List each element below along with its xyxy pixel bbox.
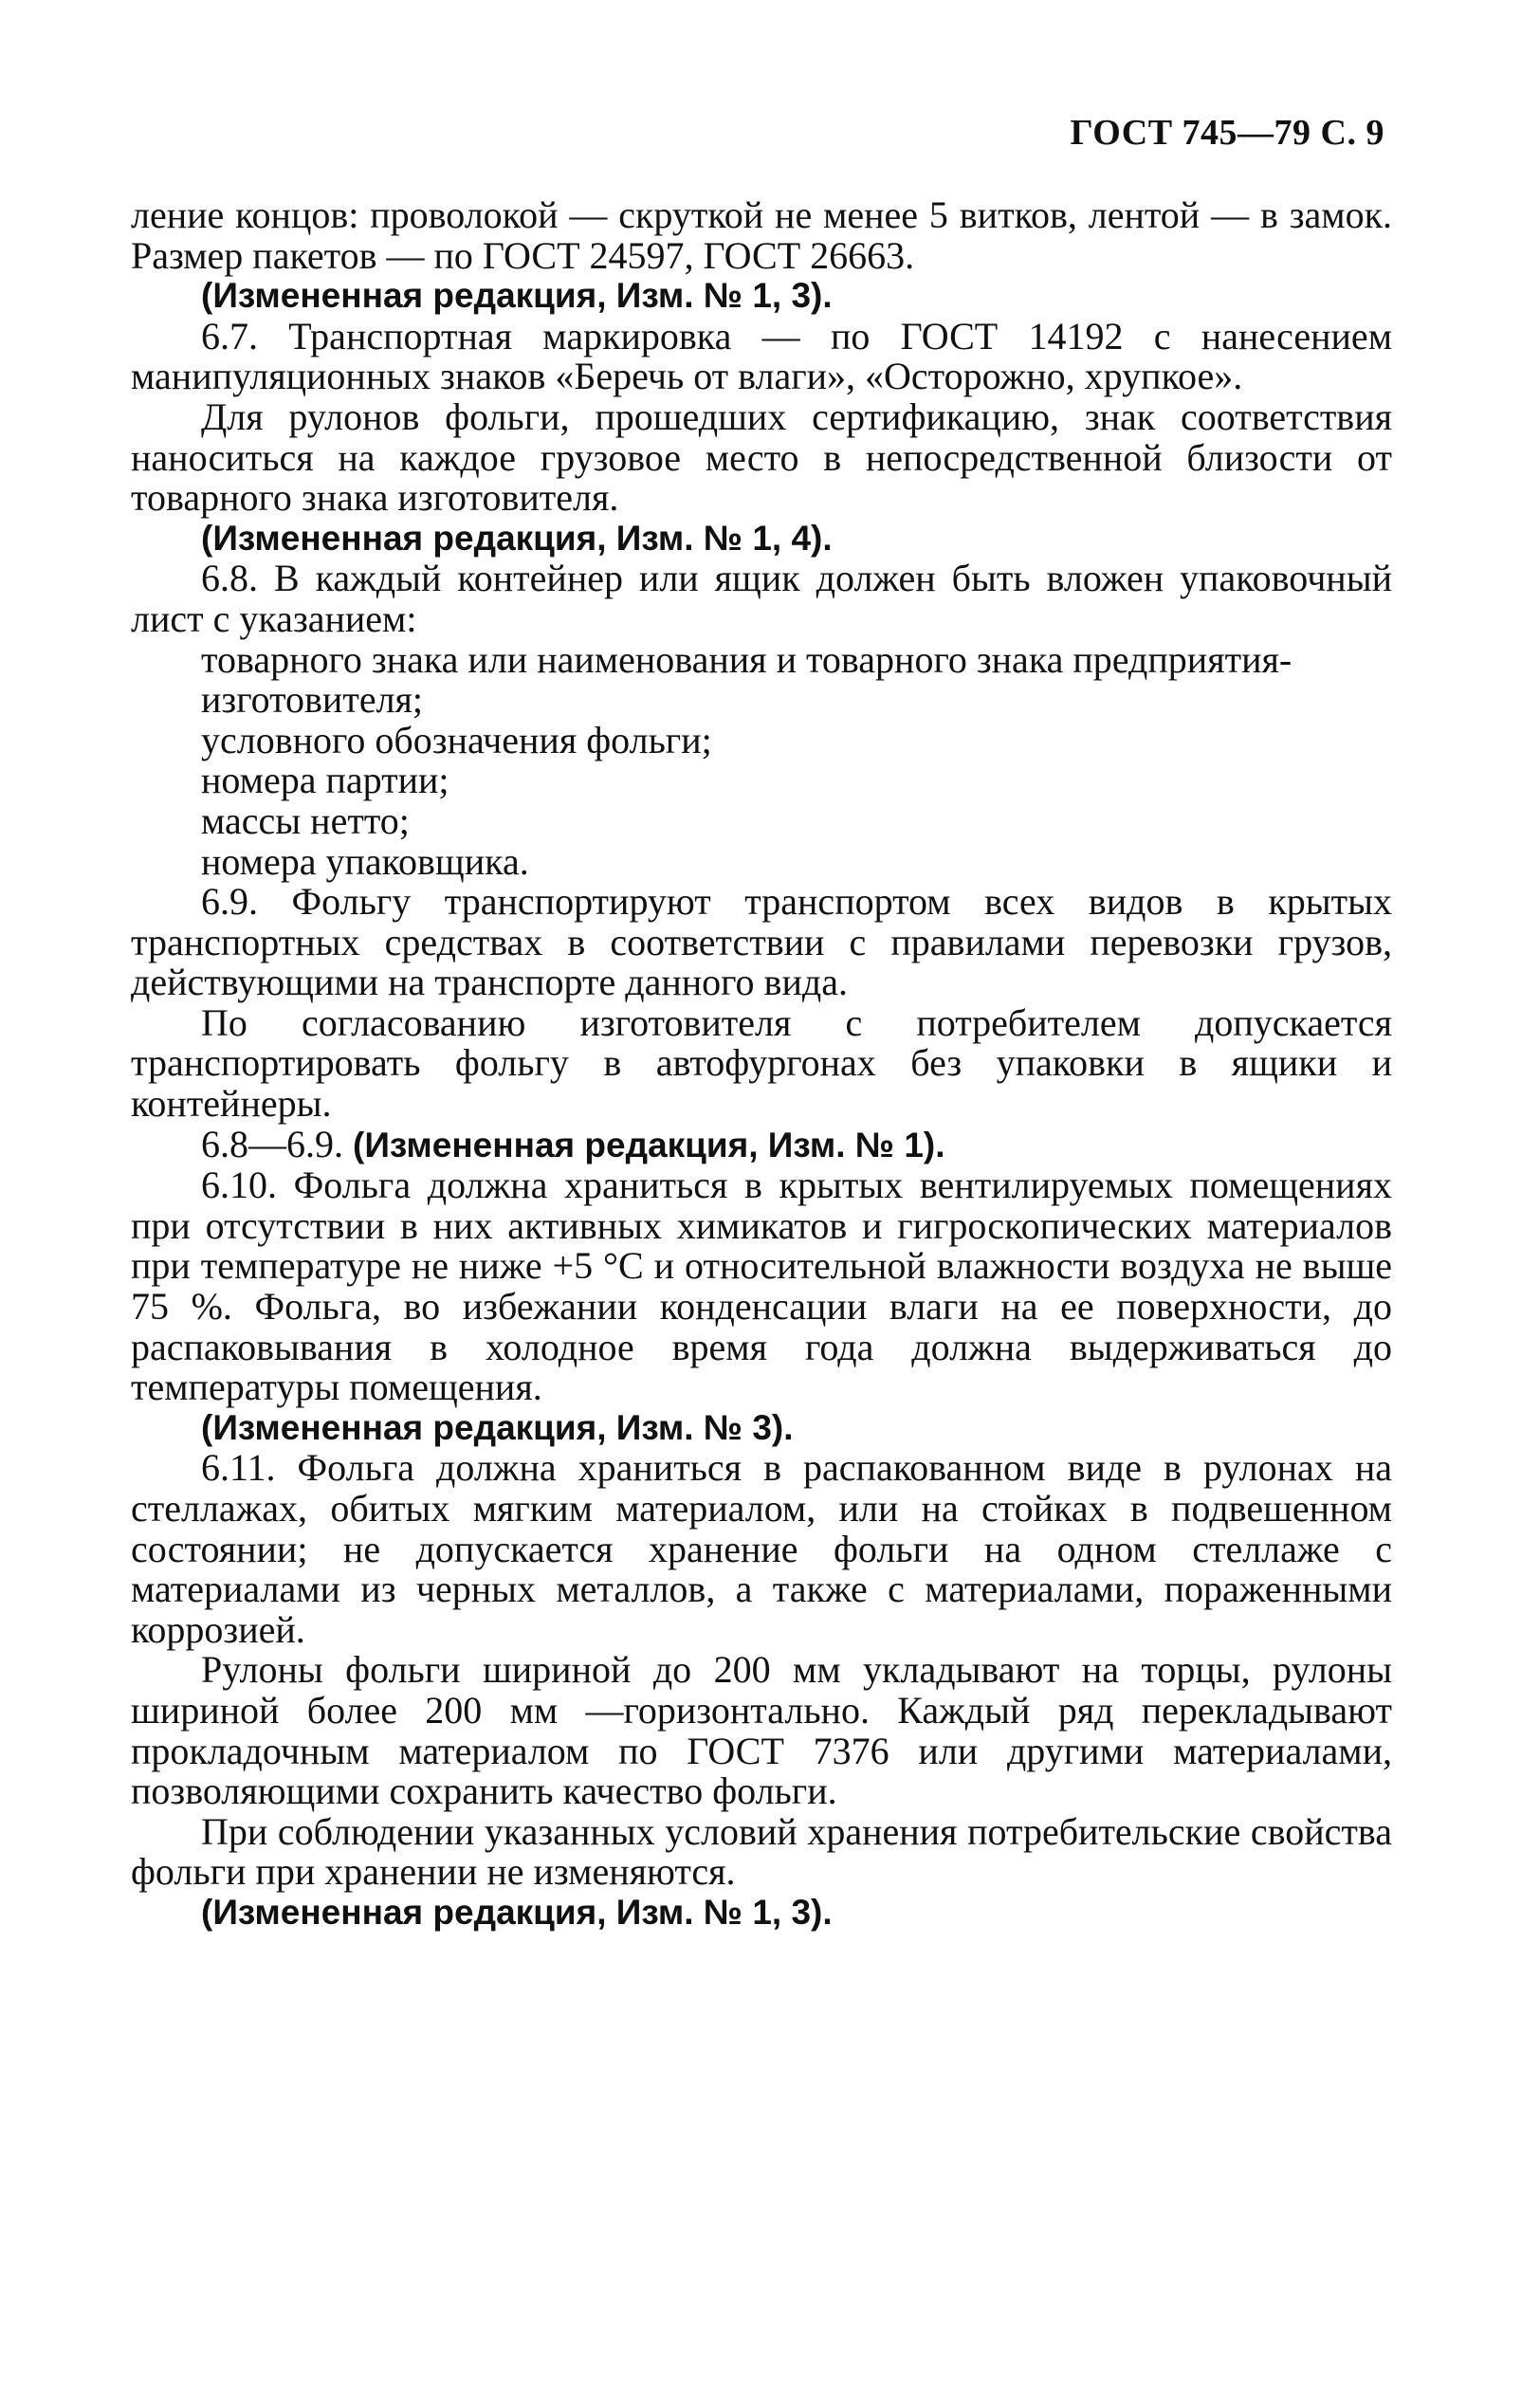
list-item: номера упаковщика. [201,839,529,883]
paragraph-certification: Для рулонов фольги, прошедших сертификацию, знак соответствия наноситься на каждое грузовое место в непосредственной близости от товарного знака изготовителя. [131,394,1392,520]
paragraph-6-10: 6.10. Фольга должна храниться в крытых вентилируемых помещениях при отсутствии в них активных химикатов и гигроскопических материалов при температуре не ниже +5 °С и относительной влажности воздуха не выше 75 %. Фольга, во избежании конденсации влаги на ее поверхности, до распаковывания в холодное время года должна выдерживаться до температуры помещения. [131,1164,1392,1409]
revision-note: (Измененная редакция, Изм. № 1). [353,1125,945,1164]
paragraph-6-11: 6.11. Фольга должна храниться в распакованном виде в рулонах на стеллажах, обитых мягким материалом, или на стойках в подвешенном состоянии; не допускается хранение фольги на одном стеллаже с материалами из черных металлов, а также с материалами, пораженными коррозией. [131,1446,1392,1651]
page-header: ГОСТ 745—79 С. 9 [1070,113,1384,153]
revision-note: (Измененная редакция, Изм. № 1, 3). [201,276,833,316]
paragraph-6-9: 6.9. Фольгу транспортируют транспортом всех видов в крытых транспортных средствах в соответствии с правилами перевозки грузов, действующими на транспорте данного вида. [131,880,1392,1004]
paragraph-storage-conditions: При соблюдении указанных условий хранения потребительские свойства фольги при хранении не изменяются. [131,1809,1392,1894]
paragraph-6-8: 6.8. В каждый контейнер или ящик должен быть вложен упаковочный лист с указанием: [131,557,1392,640]
revision-note: (Измененная редакция, Изм. № 3). [201,1407,794,1447]
paragraph-rolls: Рулоны фольги шириной до 200 мм укладывают на торцы, рулоны шириной более 200 мм —горизонтально. Каждый ряд перекладывают прокладочным материалом по ГОСТ 7376 или другими материалами, позволяющими сохранить качество фольги. [131,1648,1392,1813]
list-item: номера партии; [201,759,449,802]
paragraph-vans: По согласованию изготовителя с потребителем допускается транспортировать фольгу в автофургонах без упаковки в ящики и контейнеры. [131,1000,1392,1126]
paragraph-6-7: 6.7. Транспортная маркировка — по ГОСТ 14192 с нанесением манипуляционных знаков «Беречь от влаги», «Осторожно, хрупкое». [131,314,1392,398]
revision-note-6-8-6-9 [131,1122,1392,1166]
paragraph-packing-ends: ление концов: проволокой — скруткой не менее 5 витков, лентой — в замок. Размер пакетов — по ГОСТ 24597, ГОСТ 26663. [131,193,1392,277]
clause-range: 6.8—6.9. [201,1122,343,1165]
list-item: массы нетто; [201,798,410,842]
revision-note: (Измененная редакция, Изм. № 1, 4). [201,518,833,558]
list-item: условного обозначения фольги; [201,718,712,761]
document-body [131,195,1392,1934]
list-item: товарного знака или наименования и товарного знака предприятия-изготовителя; [201,637,1292,722]
revision-note: (Измененная редакция, Изм. № 1, 3). [201,1892,833,1932]
